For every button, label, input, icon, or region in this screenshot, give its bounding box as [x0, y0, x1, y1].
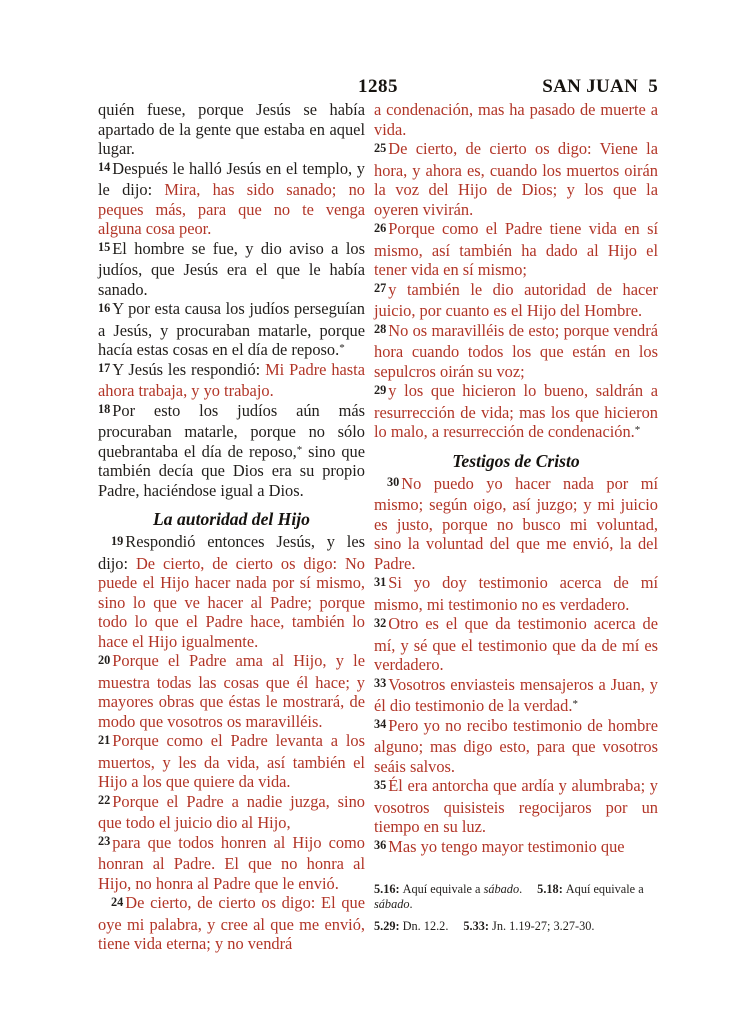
verse-27	[374, 280, 658, 321]
verse-15	[98, 239, 365, 300]
verse-text: De cierto, de cierto os digo: El que oye mi palabra, y cree al que me envió, tiene vida eterna; y no vendrá	[98, 893, 365, 953]
verse-28	[374, 321, 658, 382]
verse-number: 17	[98, 361, 111, 375]
verse-number: 28	[374, 322, 387, 336]
verse-continuation	[98, 100, 365, 159]
verse-text: Mi Padre hasta ahora trabaja, y yo trabajo.	[98, 359, 365, 400]
verse-17	[98, 360, 365, 401]
verse-number: 27	[374, 281, 387, 295]
verse-text: El hombre se fue, y dio aviso a los judíos, que Jesús era el que le había sanado.	[98, 238, 365, 299]
footnote-text: sábado	[374, 896, 410, 911]
verse-number: 26	[374, 220, 387, 235]
footnote-text: .	[409, 896, 413, 911]
verse-text: sino que también decía que Dios era su propio Padre, haciéndose igual a Dios.	[98, 441, 365, 500]
verse-number: 16	[98, 300, 111, 315]
verse-33	[374, 675, 658, 716]
verse-19	[98, 532, 365, 651]
verse-text: y los que hicieron lo bueno, saldrán a resurrección de vida; mas los que hicieron lo malo, a resurrección de condenación.	[374, 381, 658, 441]
footnote-group	[374, 919, 658, 934]
verse-number: 19	[111, 533, 124, 548]
footnote-text: Aquí equivale a	[565, 882, 644, 896]
footnote	[374, 882, 522, 896]
footnote-marker: *	[572, 698, 578, 711]
verse-35	[374, 776, 658, 837]
verse-number: 33	[374, 676, 387, 690]
verse-number: 18	[98, 402, 111, 416]
footnote-ref: 5.18:	[537, 882, 563, 896]
verse-20	[98, 651, 365, 731]
verse-text: para que todos honren al Hijo como honran al Padre. El que no honra al Hijo, no honra al Padre que le envió.	[98, 832, 365, 893]
verse-number: 14	[98, 160, 111, 174]
footnote-text: Aquí equivale a	[402, 882, 484, 896]
verse-text: Mas yo tengo mayor testimonio que	[388, 836, 625, 856]
verse-number: 29	[374, 382, 387, 397]
verse-number: 22	[98, 793, 111, 807]
verse-23	[98, 833, 365, 894]
verse-number: 36	[374, 838, 387, 852]
verse-text: a condenación, mas ha pasado de muerte a vida.	[374, 100, 658, 139]
verse-number: 35	[374, 777, 387, 792]
verse-text: Porque como el Padre tiene vida en sí mismo, así también ha dado al Hijo el tener vida en sí mismo;	[374, 219, 658, 279]
verse-text: Pero yo no recibo testimonio de hombre alguno; mas digo esto, para que vosotros seáis salvos.	[374, 715, 658, 776]
footnote-text: Dn. 12.2.	[402, 919, 449, 933]
verse-14	[98, 159, 365, 239]
verse-30	[374, 474, 658, 574]
verse-number: 32	[374, 615, 387, 630]
verse-text: Y Jesús les respondió:	[112, 359, 266, 379]
verse-16	[98, 299, 365, 360]
footnotes	[374, 882, 658, 934]
verse-text: Otro es el que da testimonio acerca de mí, y sé que el testimonio que da de mí es verdadero.	[374, 614, 658, 674]
page-header	[98, 76, 658, 98]
verse-number: 20	[98, 652, 111, 667]
verse-number: 21	[98, 732, 111, 747]
verse-number: 25	[374, 140, 387, 155]
verse-text: Si yo doy testimonio acerca de mí mismo, mi testimonio no es verdadero.	[374, 573, 658, 614]
verse-text: De cierto, de cierto os digo: Viene la hora, y ahora es, cuando los muertos oirán la voz del Hijo de Dios; y los que la oyeren vivirán.	[374, 139, 658, 219]
verse-text: Porque como el Padre levanta a los muertos, y les da vida, así también el Hijo a los que quiere da vida.	[98, 731, 365, 791]
verse-text: Porque el Padre ama al Hijo, y le muestra todas las cosas que él hace; y mayores obras que éstas le mostrará, de modo que vosotros os maravilléis.	[98, 651, 365, 731]
verse-text: No os maravilléis de esto; porque vendrá hora cuando todos los que están en los sepulcros oirán su voz;	[374, 320, 658, 381]
verse-18	[98, 401, 365, 501]
verse-text: y también le dio autoridad de hacer juicio, por cuanto es el Hijo del Hombre.	[374, 279, 658, 320]
verse-text: Y por esta causa los judíos perseguían a Jesús, y procuraban matarle, porque hacía estas cosas en el día de reposo.	[98, 299, 365, 359]
footnote-ref: 5.33:	[463, 919, 490, 933]
section-heading: Testigos de Cristo	[452, 450, 580, 471]
verse-text: quién fuese, porque Jesús se había apartado de la gente que estaba en aquel lugar.	[98, 100, 365, 158]
footnote-text: Jn. 1.19-27; 3.27-30.	[492, 919, 595, 933]
verse-number: 15	[98, 240, 111, 254]
verse-text: Porque el Padre a nadie juzga, sino que todo el juicio dio al Hijo,	[98, 791, 365, 832]
footnote	[463, 919, 594, 933]
verse-text: Respondió entonces Jesús, y les dijo:	[98, 532, 365, 573]
verse-text: Vosotros enviasteis mensajeros a Juan, y él dio testimonio de la verdad.	[374, 674, 658, 715]
verse-34	[374, 716, 658, 777]
footnote-marker: *	[634, 424, 641, 437]
footnote-ref: 5.29:	[374, 919, 400, 933]
footnote-text: .	[519, 882, 523, 896]
verse-number: 24	[111, 894, 124, 909]
verse-number: 31	[374, 574, 387, 589]
verse-text: Mira, has sido sanado; no peques más, para que no te venga alguna cosa peor.	[98, 180, 365, 238]
verse-26	[374, 219, 658, 280]
verse-32	[374, 614, 658, 675]
verse-36	[374, 837, 658, 859]
footnote-group	[374, 882, 658, 911]
verse-number: 23	[98, 834, 111, 848]
verse-continuation	[374, 100, 658, 139]
verse-24	[98, 893, 365, 954]
verse-number: 34	[374, 717, 387, 731]
verse-text: Después le halló Jesús en el templo, y le dijo:	[98, 158, 365, 199]
left-column	[98, 100, 365, 954]
verse-25	[374, 139, 658, 219]
verse-21	[98, 731, 365, 792]
verse-number: 30	[387, 475, 400, 489]
right-column	[374, 100, 658, 942]
running-head: SAN JUAN 5	[542, 76, 658, 97]
footnote	[374, 919, 448, 933]
footnote-text: sábado	[483, 882, 520, 896]
page-number: 1285	[358, 76, 398, 97]
verse-31	[374, 573, 658, 614]
verse-22	[98, 792, 365, 833]
section-heading: La autoridad del Hijo	[153, 509, 310, 529]
verse-text: No puedo yo hacer nada por mí mismo; según oigo, así juzgo; y mi juicio es justo, porque no busco mi voluntad, sino la voluntad del que me envió, la del Padre.	[374, 473, 658, 573]
verse-text: Él era antorcha que ardía y alumbraba; y vosotros quisisteis regocijaros por un tiempo en su luz.	[374, 776, 658, 836]
verse-text: De cierto, de cierto os digo: No puede el Hijo hacer nada por sí mismo, sino lo que ve hacer al Padre; porque todo lo que el Padre hace, también lo hace el Hijo igualmente.	[98, 553, 366, 651]
footnote-marker: *	[339, 342, 345, 355]
verse-text: Por esto los judíos aún más procuraban matarle, porque no sólo quebrantaba el día de reposo,	[98, 400, 365, 461]
text-columns	[98, 100, 658, 954]
footnote-ref: 5.16:	[374, 882, 400, 896]
verse-29	[374, 381, 658, 442]
footnote-marker: *	[296, 443, 303, 456]
